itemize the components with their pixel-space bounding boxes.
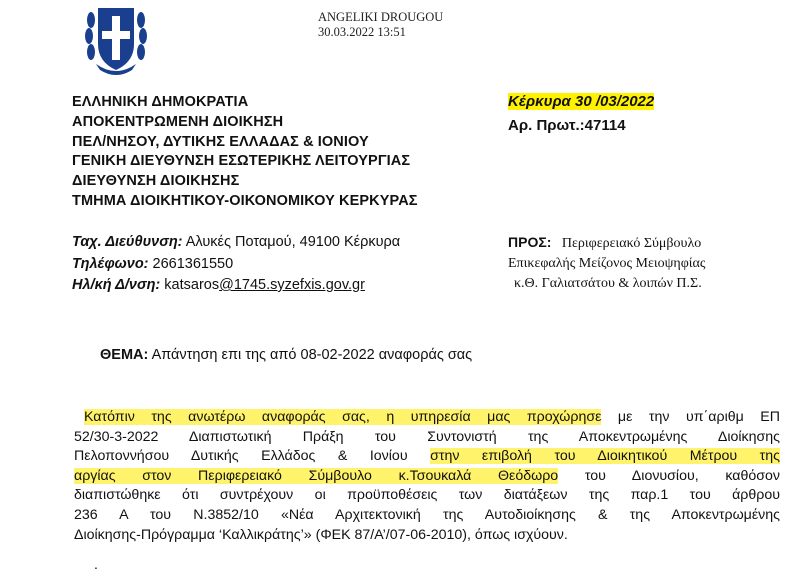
body-line: 236 Α του Ν.3852/10 «Νέα Αρχιτεκτονική της Αυτοδιοίκησης & της Αποκεντρωμένης bbox=[74, 506, 780, 523]
greek-coat-of-arms-icon bbox=[82, 4, 150, 76]
org-line: ΕΛΛΗΝΙΚΗ ΔΗΜΟΚΡΑΤΙΑ bbox=[72, 94, 249, 110]
signature-datetime: 30.03.2022 13:51 bbox=[318, 25, 406, 39]
recipient-line: Περιφερειακό Σύμβουλο bbox=[561, 236, 702, 251]
body-line bbox=[74, 447, 780, 467]
body-line bbox=[74, 467, 780, 487]
document-date bbox=[508, 93, 654, 110]
org-line: ΤΜΗΜΑ ΔΙΟΙΚΗΤΙΚΟΥ-ΟΙΚΟΝΟΜΙΚΟΥ ΚΕΡΚΥΡΑΣ bbox=[72, 192, 418, 209]
highlighted-text: αργίας στον Περιφερειακό Σύμβουλο κ.Τσουκαλά Θεόδωρο bbox=[74, 467, 559, 484]
signer-name: ANGELIKI DROUGOU bbox=[318, 10, 444, 24]
highlighted-text: στην επιβολή του Διοικητικού Μέτρου της bbox=[430, 448, 780, 465]
org-line: ΔΙΕΥΘΥΝΣΗ ΔΙΟΙΚΗΣΗΣ bbox=[72, 173, 240, 190]
stray-dot: . bbox=[94, 556, 98, 572]
subject-text: Απάντηση επι της από 08-02-2022 αναφοράς σας bbox=[151, 347, 473, 363]
body-line: διαπιστώθηκε ότι συντρέχουν οι προϋποθέσεις των διατάξεων της παρ.1 του άρθρου bbox=[74, 487, 780, 504]
recipient-line: κ.Θ. Γαλιατσάτου & λοιπών Π.Σ. bbox=[514, 276, 702, 291]
body-line: 52/30-3-2022 Διαπιστωτική Πράξη του Συντονιστή της Αποκεντρωμένης Διοίκησης bbox=[74, 428, 780, 445]
contact-details bbox=[72, 232, 400, 297]
subject-label: ΘΕΜΑ: bbox=[100, 347, 149, 363]
phone-label: Τηλέφωνο: bbox=[72, 255, 149, 272]
recipient-block bbox=[508, 232, 705, 294]
recipient-line: Επικεφαλής Μείζονος Μειοψηφίας bbox=[508, 256, 706, 271]
org-line: ΠΕΛ/ΝΗΣΟΥ, ΔΥΤΙΚΗΣ ΕΛΛΑΔΑΣ & ΙΟΝΙΟΥ bbox=[72, 133, 369, 150]
email-link[interactable]: @1745.syzefxis.gov.gr bbox=[219, 277, 365, 293]
email-label: Ηλ/κή Δ/νση: bbox=[72, 277, 161, 293]
protocol-number: Αρ. Πρωτ.:47114 bbox=[508, 117, 626, 134]
body-text: Πελοποννήσου Δυτικής Ελλάδος & Ιονίου bbox=[74, 448, 431, 465]
letter-body bbox=[74, 408, 780, 545]
address-value: Αλυκές Ποταμού, 49100 Κέρκυρα bbox=[185, 234, 401, 250]
subject-line bbox=[100, 347, 472, 363]
address-label: Ταχ. Διεύθυνση: bbox=[72, 234, 183, 250]
issuing-authority-header bbox=[72, 93, 418, 212]
email-row bbox=[72, 275, 400, 297]
date-text: Κέρκυρα 30 /03/2022 bbox=[508, 93, 655, 110]
recipient-row bbox=[508, 232, 705, 254]
body-text: του Διονυσίου, καθόσον bbox=[558, 467, 780, 484]
recipient-label: ΠΡΟΣ: bbox=[508, 234, 552, 250]
body-line bbox=[74, 408, 780, 428]
body-line: Διοίκησης-Πρόγραμμα ‘Καλλικράτης’» (ΦΕΚ 87/Α’/07-06-2010), όπως ισχύουν. bbox=[74, 526, 568, 543]
email-user: katsaros bbox=[164, 277, 220, 293]
body-text: με την υπ΄αριθμ ΕΠ bbox=[601, 409, 780, 425]
address-row bbox=[72, 232, 400, 254]
phone-value: 2661361550 bbox=[152, 255, 234, 272]
org-line: ΓΕΝΙΚΗ ΔΙΕΥΘΥΝΣΗ ΕΣΩΤΕΡΙΚΗΣ ΛΕΙΤΟΥΡΓΙΑΣ bbox=[72, 153, 411, 170]
highlighted-text: Κατόπιν της ανωτέρω αναφοράς σας, η υπηρεσία μας προχώρησε bbox=[84, 409, 602, 425]
phone-row bbox=[72, 254, 400, 276]
digital-signature-stamp bbox=[318, 10, 443, 40]
org-line: ΑΠΟΚΕΝΤΡΩΜΕΝΗ ΔΙΟΙΚΗΣΗ bbox=[72, 113, 284, 130]
